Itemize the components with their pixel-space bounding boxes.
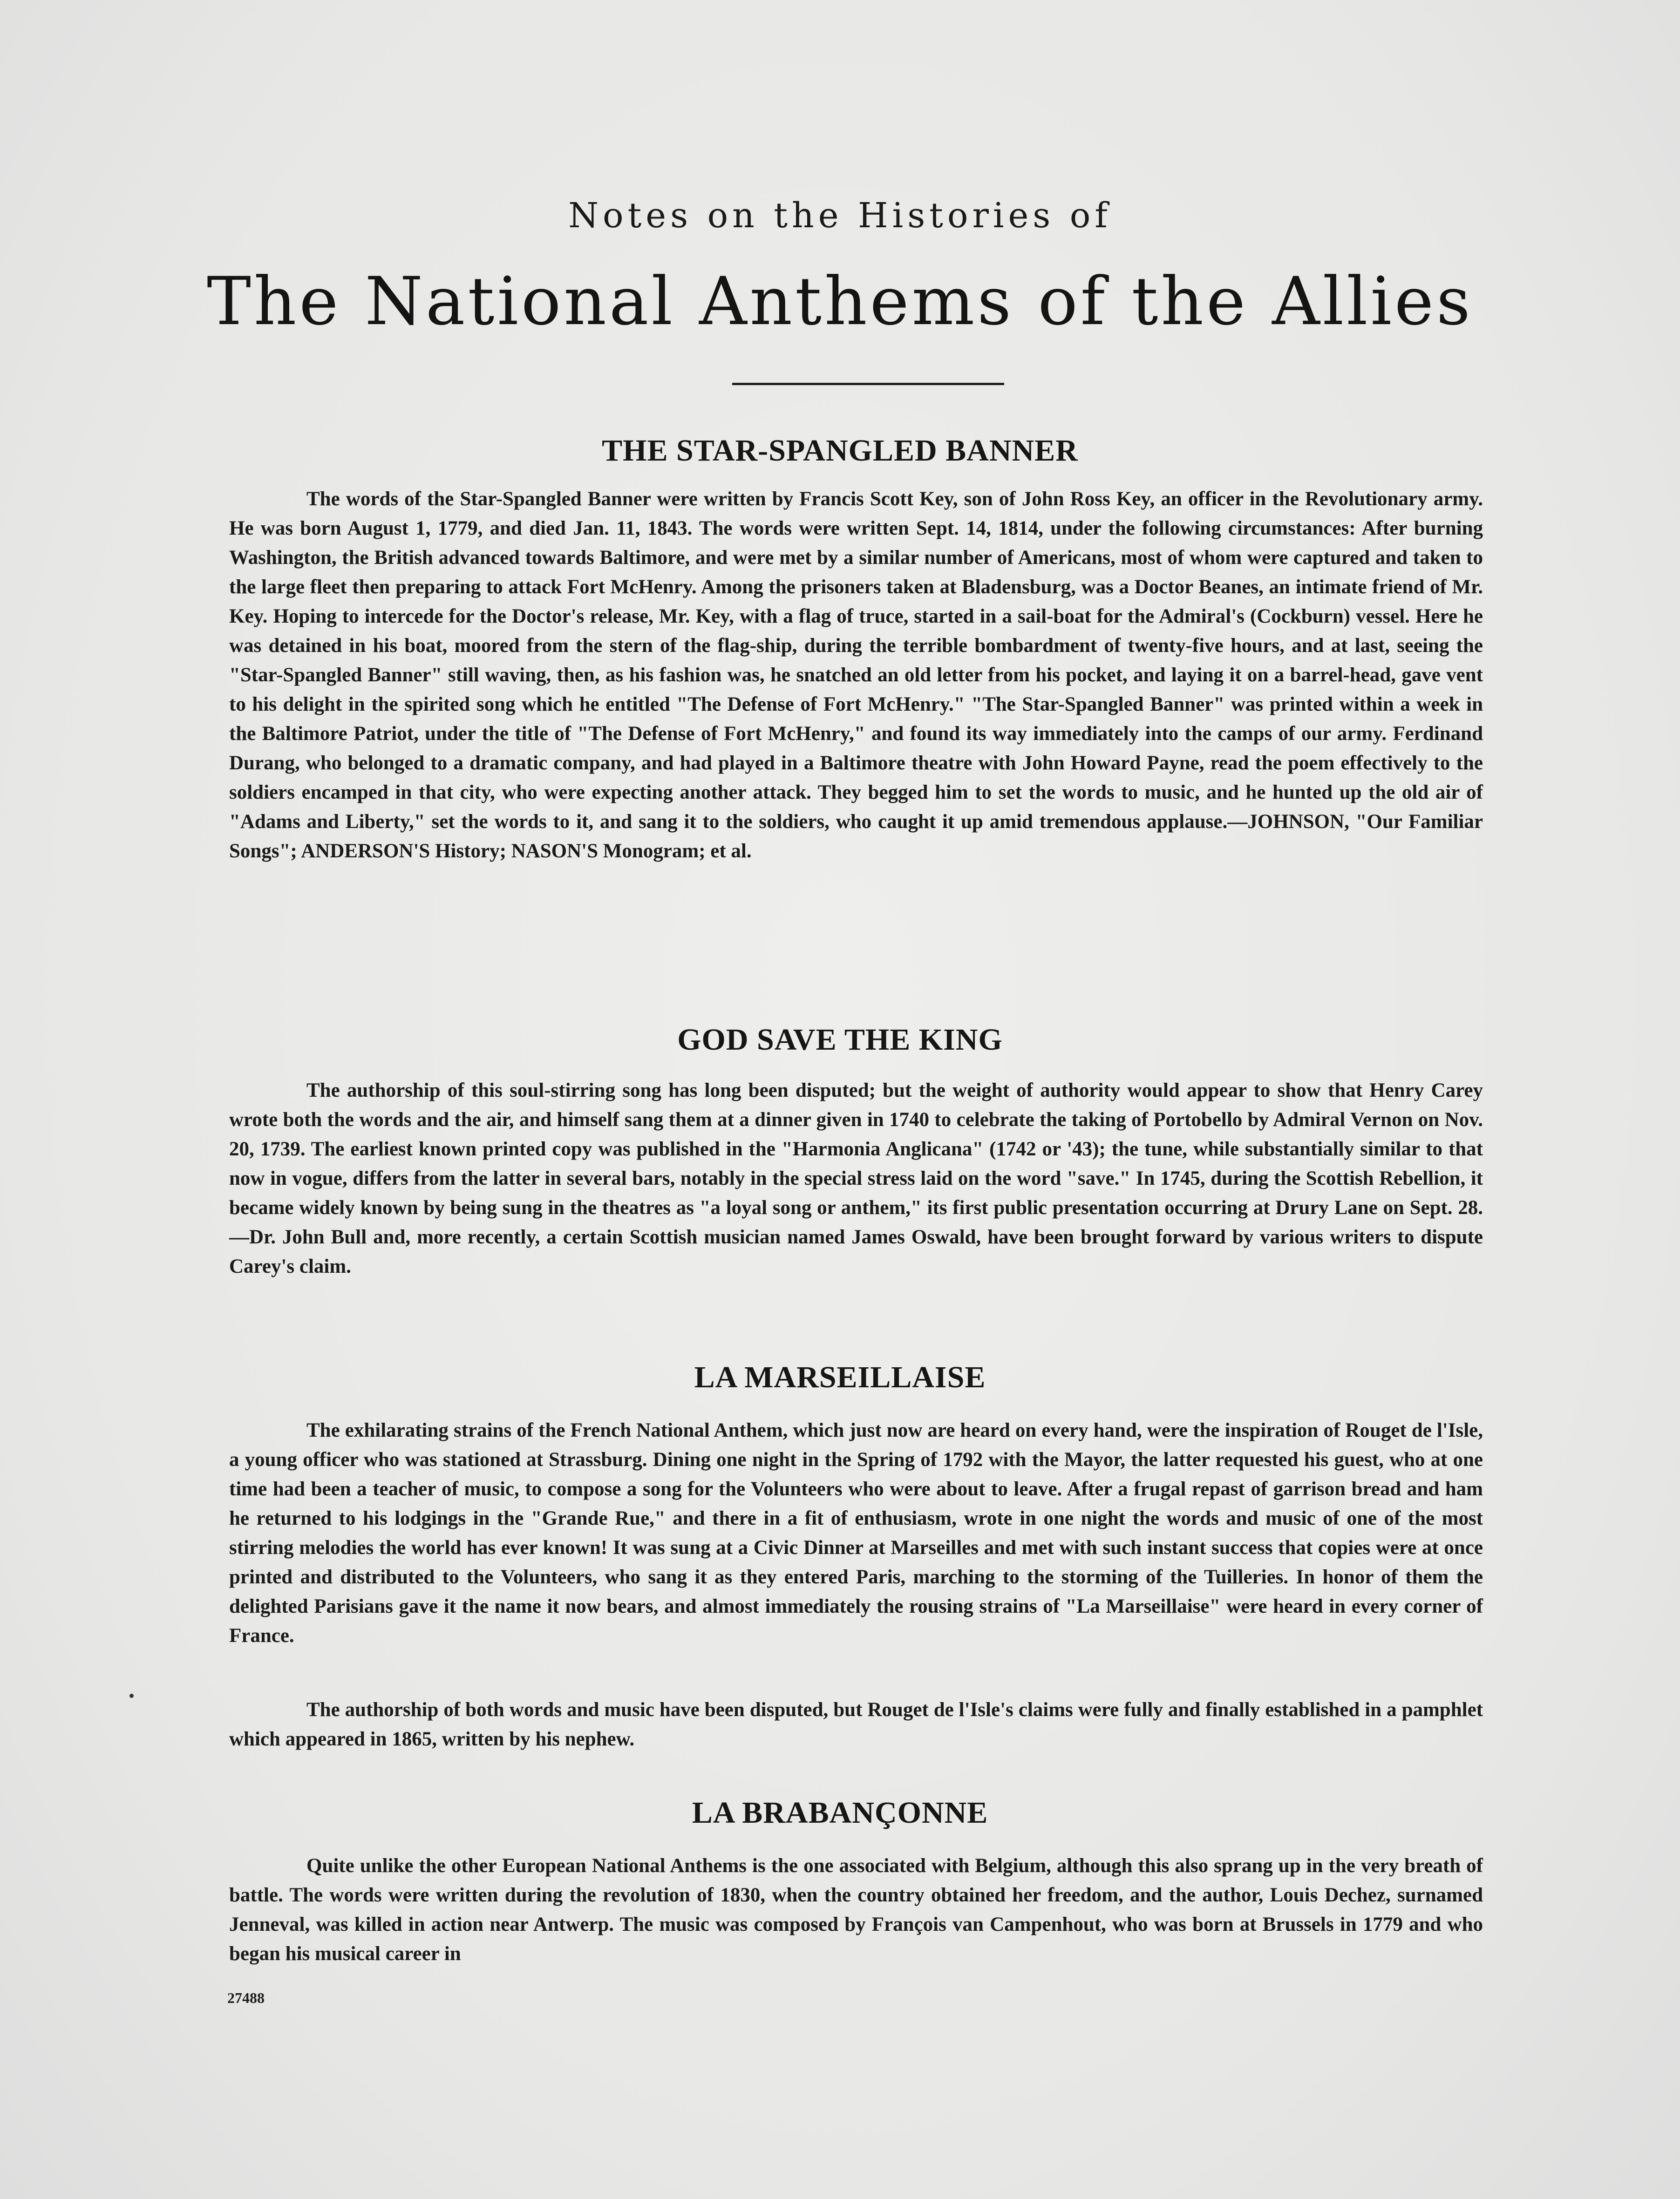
section-heading-god-save-the-king: GOD SAVE THE KING (677, 1023, 1003, 1057)
section-paragraph-la-marseillaise-2: The authorship of both words and music have been disputed, but Rouget de l'Isle's claims were fully and finally established in a pamphlet which appeared in 1865, written by his nephew. (229, 1699, 1483, 1750)
paper-speck (129, 1694, 134, 1698)
section-heading-la-brabanconne: LA BRABANÇONNE (692, 1796, 988, 1830)
section-paragraph-la-marseillaise-1: The exhilarating strains of the French National Anthem, which just now are heard on every hand, were the inspiration of Rouget de l'Isle, a young officer who was stationed at Strassburg. Dining one night in the Spring of 1792 with the Mayor, the latter requested his guest, who at one time had been a teacher of music, to compose a song for the Volunteers who were about to leave. After a frugal repast of garrison bread and ham he returned to his lodgings in the "Grande Rue," and there in a fit of enthusiasm, wrote in one night the words and music of one of the most stirring melodies the world has ever known! It was sung at a Civic Dinner at Marseilles and met with such instant success that copies were at once printed and distributed to the Volunteers, who sang it as they entered Paris, marching to the storming of the Tuilleries. In honor of them the delighted Parisians gave it the name it now bears, and almost immediately the rousing strains of "La Marseillaise" were heard in every corner of France. (229, 1419, 1483, 1647)
section-heading-star-spangled-banner: THE STAR-SPANGLED BANNER (602, 434, 1078, 468)
section-paragraph-star-spangled-banner: The words of the Star-Spangled Banner were written by Francis Scott Key, son of John Ross Key, an officer in the Revolutionary army. He was born August 1, 1779, and died Jan. 11, 1843. The words were written Sept. 14, 1814, under the following circumstances: After burning Washington, the British advanced towards Baltimore, and were met by a similar number of Americans, most of whom were captured and taken to the large fleet then preparing to attack Fort McHenry. Among the prisoners taken at Bladensburg, was a Doctor Beanes, an intimate friend of Mr. Key. Hoping to intercede for the Doctor's release, Mr. Key, with a flag of truce, started in a sail-boat for the Admiral's (Cockburn) vessel. Here he was detained in his boat, moored from the stern of the flag-ship, during the terrible bombardment of twenty-five hours, and at last, seeing the "Star-Spangled Banner" still waving, then, as his fashion was, he snatched an old letter from his pocket, and laying it on a barrel-head, gave vent to his delight in the spirited song which he entitled "The Defense of Fort McHenry." "The Star-Spangled Banner" was printed within a week in the Baltimore Patriot, under the title of "The Defense of Fort McHenry," and found its way immediately into the camps of our army. Ferdinand Durang, who belonged to a dramatic company, and had played in a Baltimore theatre with John Howard Payne, read the poem effectively to the soldiers encamped in that city, who were expecting another attack. They begged him to set the words to music, and he hunted up the old air of "Adams and Liberty," set the words to it, and sang it to the soldiers, who caught it up amid tremendous applause.—JOHNSON, "Our Familiar Songs"; ANDERSON'S History; NASON'S Monogram; et al. (229, 488, 1483, 862)
title-divider (732, 383, 1004, 385)
document-title: The National Anthems of the Allies (207, 263, 1473, 340)
document-supertitle: Notes on the Histories of (568, 196, 1112, 236)
section-heading-la-marseillaise: LA MARSEILLAISE (694, 1360, 986, 1394)
section-paragraph-la-brabanconne: Quite unlike the other European National Anthems is the one associated with Belgium, although this also sprang up in the very breath of battle. The words were written during the revolution of 1830, when the country obtained her freedom, and the author, Louis Dechez, surnamed Jenneval, was killed in action near Antwerp. The music was composed by François van Campenhout, who was born at Brussels in 1779 and who began his musical career in (229, 1855, 1483, 1965)
section-paragraph-god-save-the-king: The authorship of this soul-stirring song has long been disputed; but the weight of authority would appear to show that Henry Carey wrote both the words and the air, and himself sang them at a dinner given in 1740 to celebrate the taking of Portobello by Admiral Vernon on Nov. 20, 1739. The earliest known printed copy was published in the "Harmonia Anglicana" (1742 or '43); the tune, while substantially similar to that now in vogue, differs from the latter in several bars, notably in the special stress laid on the word "save." In 1745, during the Scottish Rebellion, it became widely known by being sung in the theatres as "a loyal song or anthem," its first public presentation occurring at Drury Lane on Sept. 28.—Dr. John Bull and, more recently, a certain Scottish musician named James Oswald, have been brought forward by various writers to dispute Carey's claim. (229, 1079, 1483, 1277)
catalog-number: 27488 (227, 1989, 265, 2006)
